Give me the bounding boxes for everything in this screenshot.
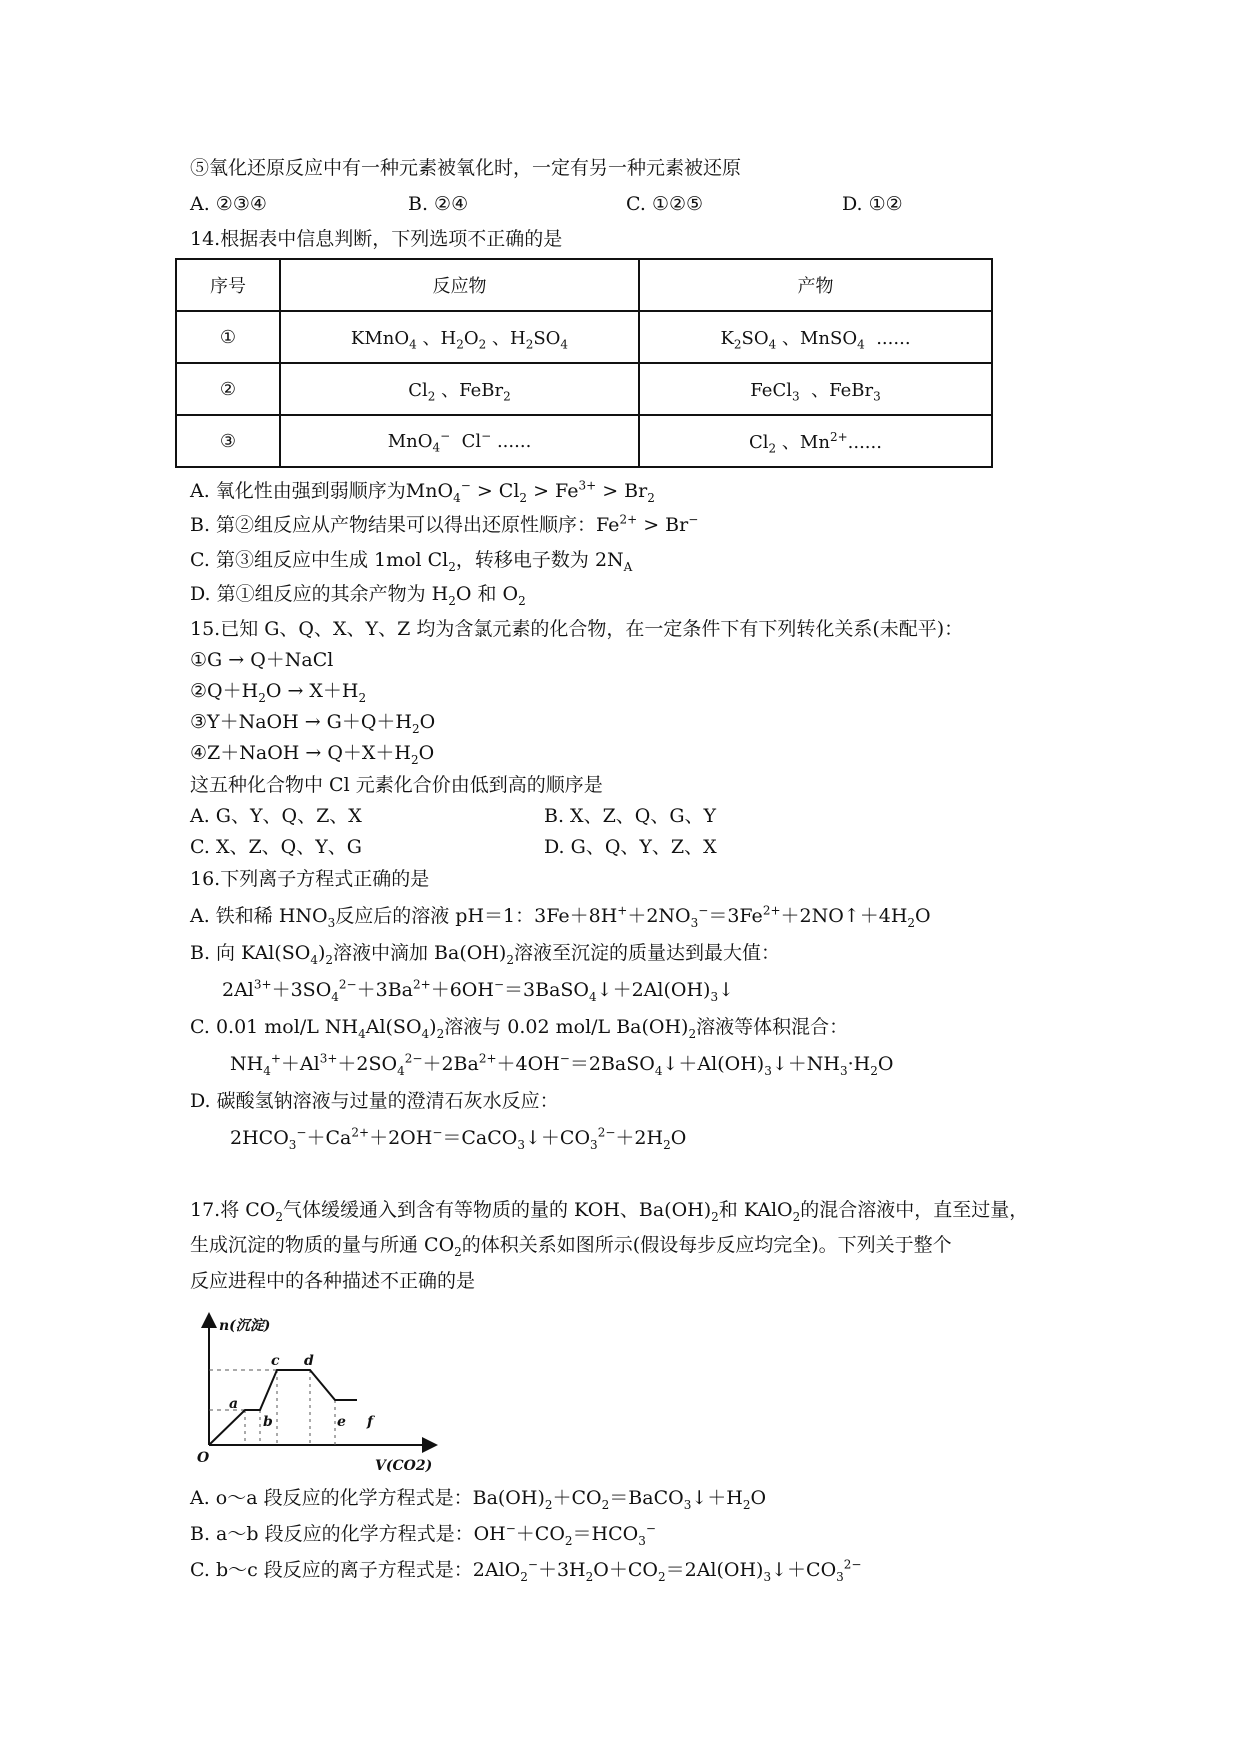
- q14-option-b[interactable]: B. 第②组反应从产物结果可以得出还原性顺序：$Fe^{2+} > Br^-$: [190, 512, 699, 536]
- q17-stem-line1: 17.将 $CO_2$气体缓缓通入到含有等物质的量的 KOH、$Ba(OH)_2$和 KAlO$_2$的混合溶液中，直至过量，: [190, 1199, 1029, 1224]
- row-num: ②: [176, 363, 280, 415]
- products-cell: FeCl$_3$ 、FeBr$_3$: [639, 363, 992, 415]
- option-a[interactable]: A. ②③④: [190, 193, 267, 215]
- row-num: ③: [176, 415, 280, 467]
- table-header: 序号: [176, 259, 280, 311]
- q17-option-a[interactable]: A. o～a 段反应的化学方程式是：$Ba(OH)_2+CO_2=BaCO_3↓+H_2O$: [190, 1487, 767, 1512]
- origin-label: O: [197, 1450, 210, 1466]
- q14-option-c[interactable]: C. 第③组反应中生成 1mol $Cl_2$，转移电子数为 $2N_A$: [190, 549, 633, 574]
- precipitate-graph: [185, 1310, 445, 1480]
- option-b[interactable]: B. ②④: [408, 193, 469, 215]
- q17-stem-line2: 生成沉淀的物质的量与所通 $CO_2$的体积关系如图所示(假设每步反应均完全)。下列关于整个: [190, 1234, 952, 1259]
- x-axis-label: V(CO2): [375, 1458, 433, 1474]
- q16-option-b[interactable]: B. 向 $KAl(SO_4)_2$溶液中滴加 $Ba(OH)_2$溶液至沉淀的质量达到最大值：: [190, 942, 780, 967]
- q16-stem: 16.下列离子方程式正确的是: [190, 868, 430, 890]
- table-row: [176, 415, 992, 467]
- table-row: [176, 363, 992, 415]
- point-label-f: f: [367, 1414, 374, 1430]
- q15-reaction-1: ①G → Q＋NaCl: [190, 649, 334, 671]
- q15-stem: 15.已知 G、Q、X、Y、Z 均为含氯元素的化合物，在一定条件下有下列转化关系(未配平)：: [190, 618, 964, 640]
- point-label-b: b: [263, 1414, 273, 1430]
- table-row: [176, 311, 992, 363]
- option-c[interactable]: C. ①②⑤: [626, 193, 704, 215]
- q16-option-a[interactable]: A. 铁和稀 $HNO_3$反应后的溶液 pH＝1：$3Fe+8H^++2NO_3^-=3Fe^{2+}+2NO↑+4H_2O$: [190, 903, 931, 930]
- reactants-cell: $Cl_2$ 、FeBr$_2$: [280, 363, 639, 415]
- q16-option-c-equation: $NH_4^++Al^{3+}+2SO_4^{2-}+2Ba^{2+}+4OH^-=2BaSO_4↓+Al(OH)_3↓+NH_3\cdot H_2O$: [230, 1051, 894, 1078]
- products-cell: $K_2SO_4$ 、MnSO$_4$ ......: [639, 311, 992, 363]
- q16-option-b-equation: $2Al^{3+}+3SO_4^{2-}+3Ba^{2+}+6OH^-=3BaSO_4↓+2Al(OH)_3↓$: [222, 977, 734, 1004]
- q14-option-a[interactable]: A. 氧化性由强到弱顺序为$MnO_4^- > Cl_2 > Fe^{3+} > Br_2$: [190, 478, 655, 505]
- q17-option-c[interactable]: C. b～c 段反应的离子方程式是：$2AlO_2^-+3H_2O+CO_2=2Al(OH)_3↓+CO_3^{2-}$: [190, 1557, 862, 1584]
- reaction-table: [175, 258, 993, 468]
- table-header: 产物: [639, 259, 992, 311]
- point-label-a: a: [229, 1396, 239, 1412]
- q14-option-d[interactable]: D. 第①组反应的其余产物为 $H_2O$ 和 $O_2$: [190, 583, 526, 608]
- q16-option-c[interactable]: C. 0.01 mol/L $NH_4Al(SO_4)_2$溶液与 0.02 mol/L $Ba(OH)_2$溶液等体积混合：: [190, 1016, 849, 1041]
- q15-options-row2: [190, 834, 990, 860]
- q16-option-d[interactable]: D. 碳酸氢钠溶液与过量的澄清石灰水反应：: [190, 1090, 559, 1112]
- table-header-row: [176, 259, 992, 311]
- y-axis-label: n(沉淀): [219, 1318, 271, 1334]
- option-d[interactable]: D. G、Q、Y、Z、X: [544, 836, 717, 858]
- option-a[interactable]: A. G、Y、Q、Z、X: [190, 805, 362, 827]
- option-d[interactable]: D. ①②: [842, 193, 903, 215]
- q15-options-row1: [190, 803, 990, 829]
- q15-reaction-3: ③Y＋NaOH → $G+Q+H_2O$: [190, 711, 436, 736]
- q17-option-b[interactable]: B. a～b 段反应的化学方程式是：$OH^-+CO_2=HCO_3^-$: [190, 1521, 656, 1548]
- q15-ask: 这五种化合物中 Cl 元素化合价由低到高的顺序是: [190, 774, 603, 796]
- q16-option-d-equation: $2HCO_3^-+Ca^{2+}+2OH^-=CaCO_3↓+CO_3^{2-}+2H_2O$: [230, 1125, 687, 1152]
- point-label-e: e: [337, 1414, 346, 1430]
- q15-reaction-2: $②Q+H_2O \to X+H_2$: [190, 680, 367, 705]
- option-b[interactable]: B. X、Z、Q、G、Y: [544, 805, 717, 827]
- products-cell: $Cl_2$ 、$Mn^{2+}$......: [639, 415, 992, 467]
- table-header: 反应物: [280, 259, 639, 311]
- q15-reaction-4: ④Z＋NaOH → $Q+X+H_2O$: [190, 742, 435, 767]
- point-label-c: c: [271, 1353, 280, 1369]
- q14-stem: 14.根据表中信息判断，下列选项不正确的是: [190, 228, 563, 250]
- row-num: ①: [176, 311, 280, 363]
- q17-stem-line3: 反应进程中的各种描述不正确的是: [190, 1270, 476, 1292]
- q13-options: [190, 191, 1090, 217]
- q13-item5: ⑤氧化还原反应中有一种元素被氧化时，一定有另一种元素被还原: [190, 157, 742, 179]
- point-label-d: d: [304, 1353, 314, 1369]
- reactants-cell: MnO$_4$− Cl− ......: [280, 415, 639, 467]
- reactants-cell: KMnO$_4$ 、$H_2O_2$ 、$H_2SO_4$: [280, 311, 639, 363]
- option-c[interactable]: C. X、Z、Q、Y、G: [190, 836, 362, 858]
